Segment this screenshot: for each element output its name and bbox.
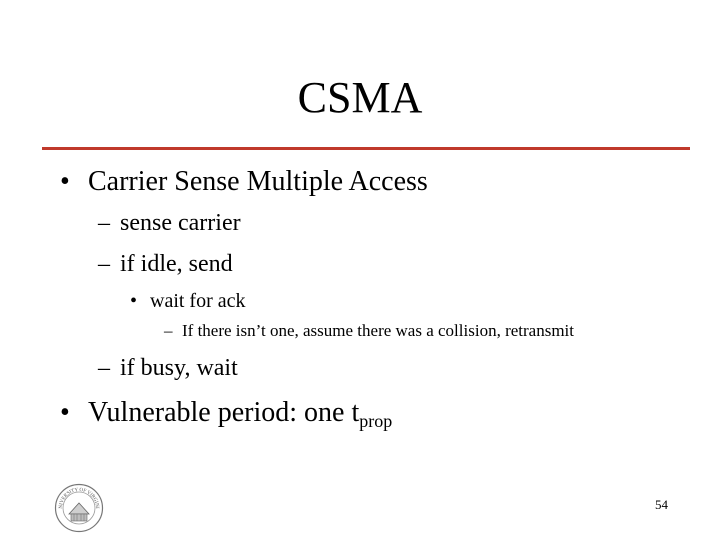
- dash-marker: –: [98, 355, 110, 381]
- svg-text:UNIVERSITY OF VIRGINIA: NIVERSITY OF VIRGINI: [58, 487, 100, 509]
- bullet-text: Vulnerable period: one t: [88, 397, 360, 428]
- bullet-text: sense carrier: [120, 210, 241, 236]
- subscript-prop: prop: [359, 411, 393, 431]
- bullet-retransmit: [164, 320, 574, 342]
- university-seal-logo: [54, 483, 104, 533]
- bullet-sense-carrier: [98, 208, 241, 238]
- bullet-carrier-sense: [60, 165, 428, 199]
- title-divider: [42, 147, 690, 150]
- bullet-text: wait for ack: [150, 290, 246, 312]
- dash-marker: –: [98, 251, 110, 277]
- bullet-vulnerable-period: [60, 396, 392, 438]
- page-number: 54: [655, 497, 668, 512]
- bullet-text: If there isn’t one, assume there was a collision, retransmit: [182, 321, 574, 340]
- bullet-marker: •: [60, 166, 70, 197]
- bullet-if-idle: [98, 249, 233, 279]
- bullet-marker: •: [60, 397, 70, 428]
- dash-marker: –: [98, 210, 110, 236]
- bullet-text: Carrier Sense Multiple Access: [88, 166, 428, 197]
- bullet-marker: •: [130, 290, 138, 312]
- dash-marker: –: [164, 321, 173, 340]
- bullet-text: if busy, wait: [120, 355, 238, 381]
- bullet-text: if idle, send: [120, 251, 233, 277]
- bullet-wait-for-ack: [130, 288, 246, 314]
- bullet-if-busy: [98, 353, 238, 383]
- slide-title: CSMA: [297, 73, 423, 122]
